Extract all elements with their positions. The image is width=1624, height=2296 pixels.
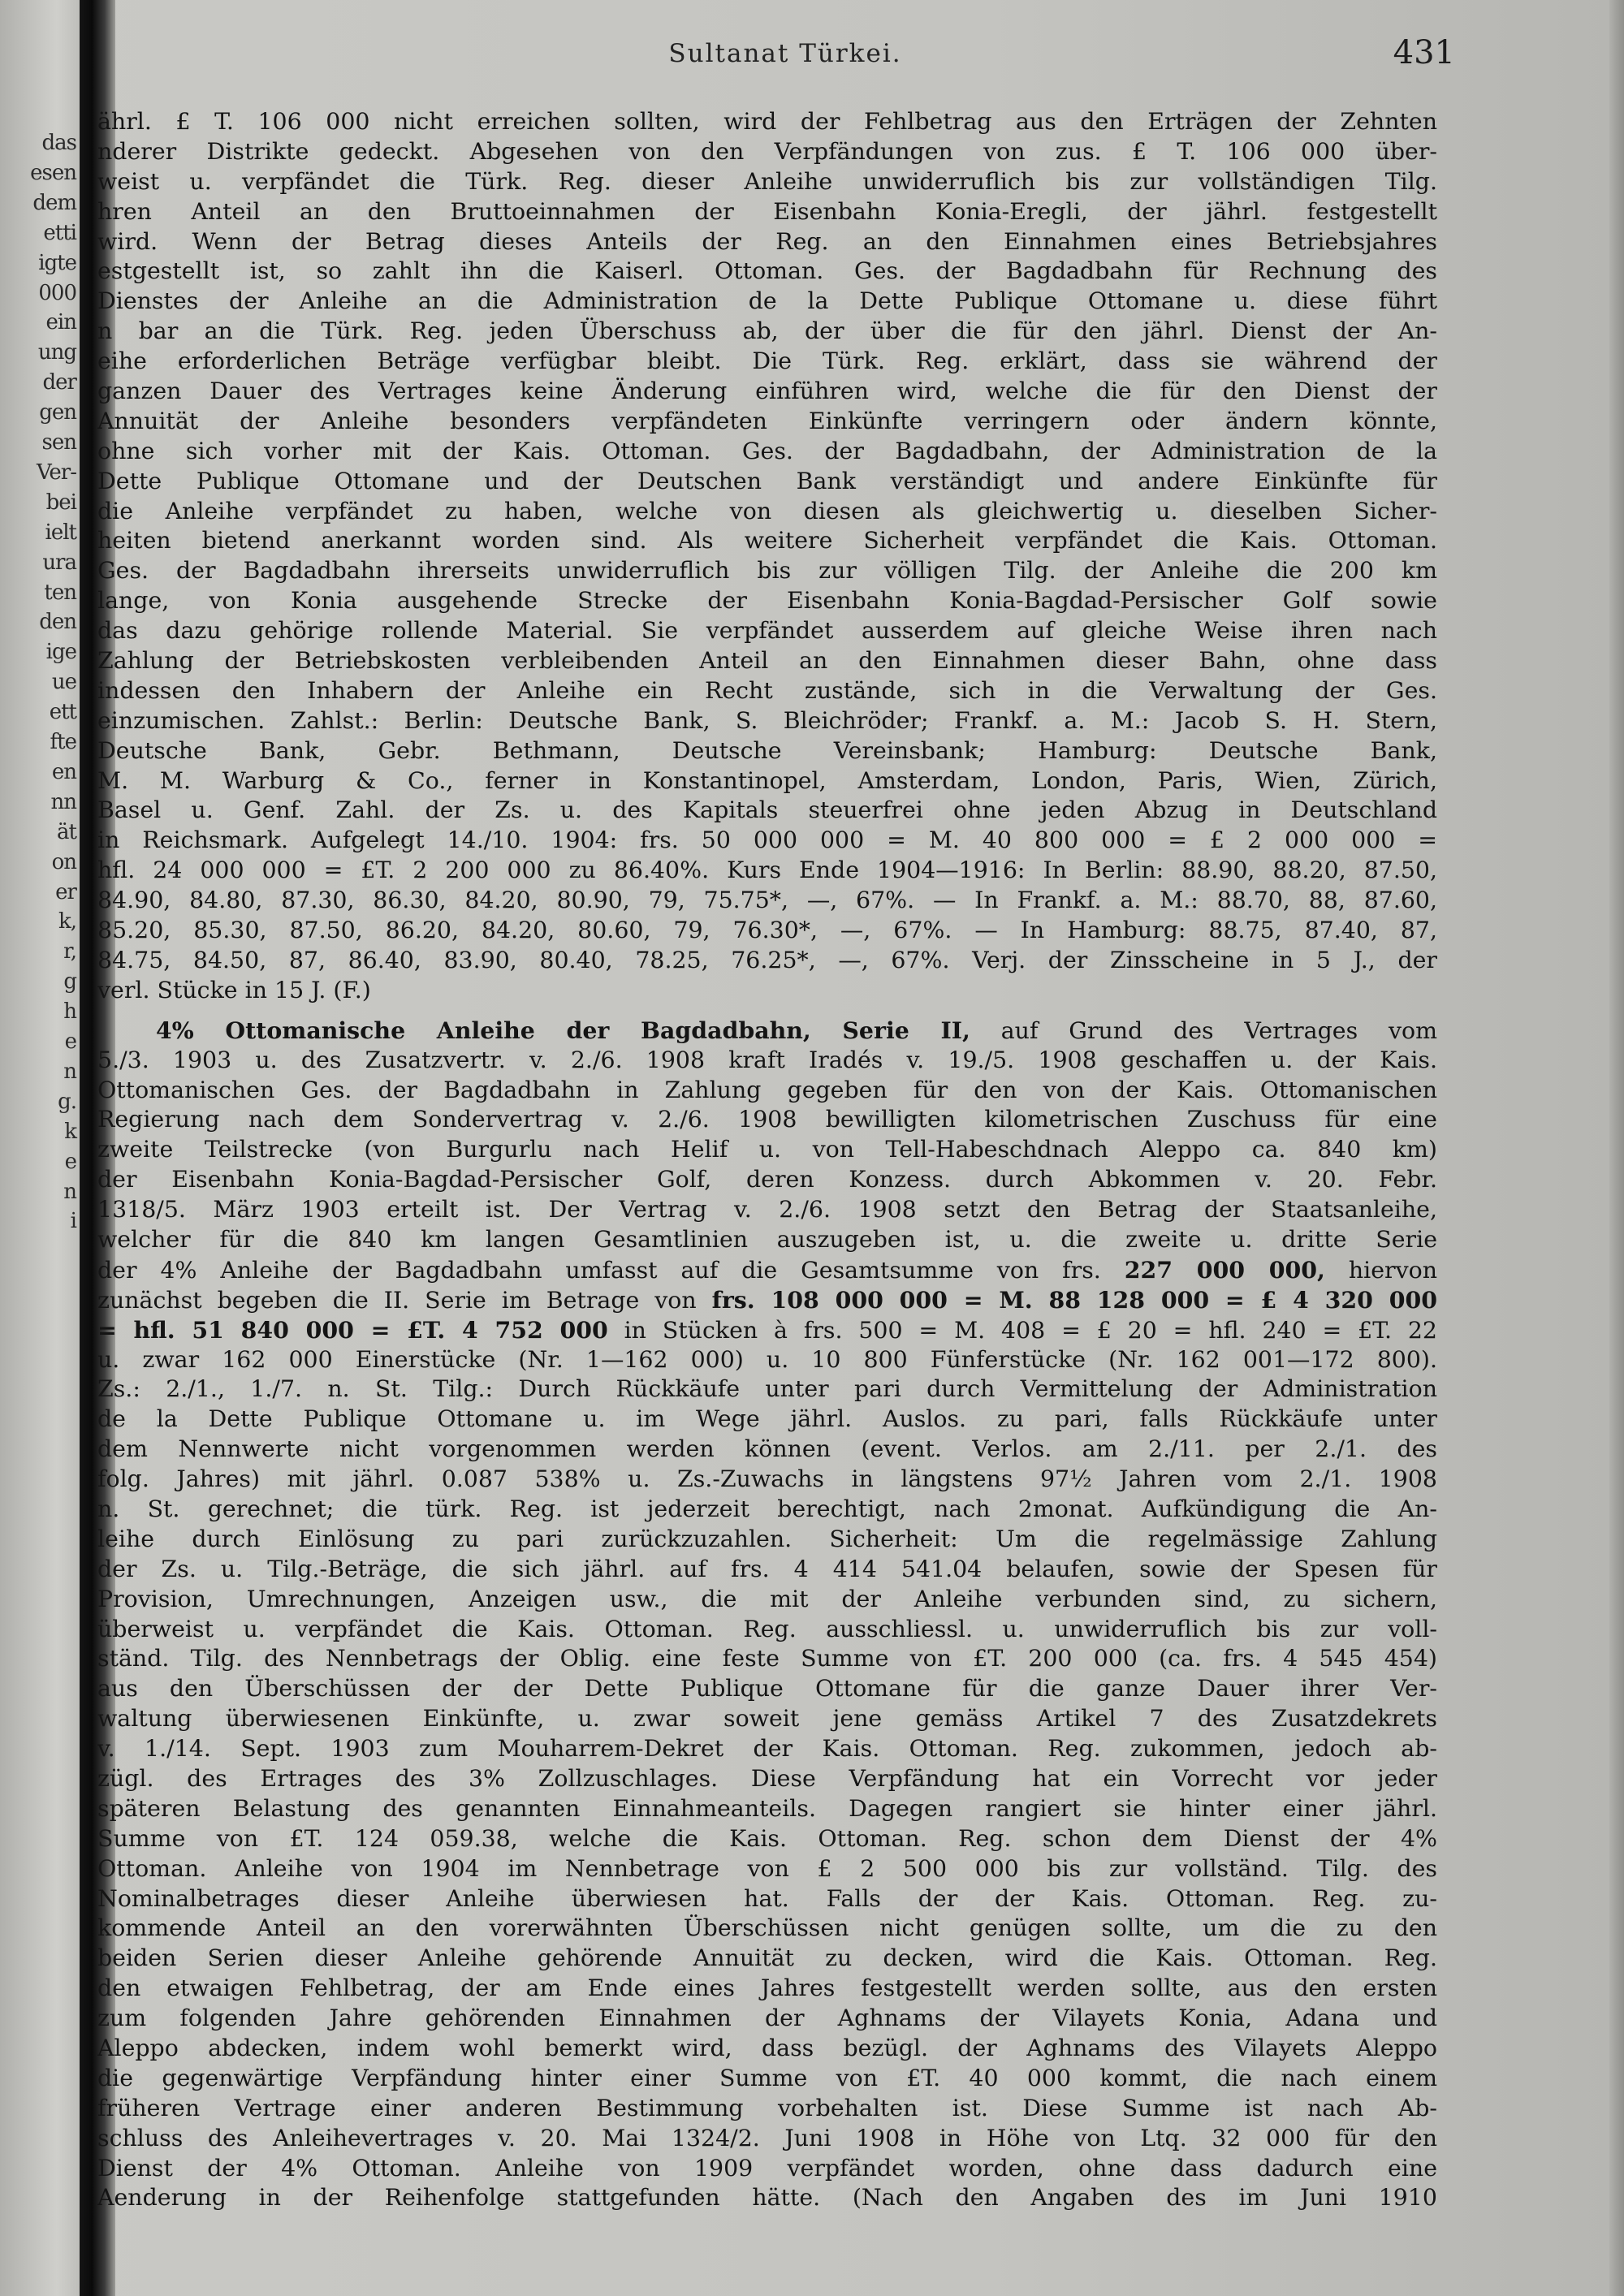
left-facing-page-fragment bbox=[0, 0, 81, 2296]
text-line: dem Nennwerte nicht vorgenommen werden können (event. Verlos. am 2./11. per 2./1. des bbox=[97, 1435, 1437, 1463]
left-page-text-fragment: r, bbox=[63, 939, 76, 965]
text-line: ständ. Tilg. des Nennbetrags der Oblig. eine feste Summe von £T. 200 000 (ca. frs. 4 545 454) bbox=[97, 1645, 1437, 1672]
text-line: Annuität der Anleihe besonders verpfändeten Einkünfte verringern oder ändern könnte, bbox=[97, 407, 1437, 434]
text-line: n. St. gerechnet; die türk. Reg. ist jederzeit berechtigt, nach 2monat. Aufkündigung die An- bbox=[97, 1495, 1437, 1522]
text-line: v. 1./14. Sept. 1903 zum Mouharrem-Dekret der Kais. Ottoman. Reg. zukommen, jedoch ab- bbox=[97, 1735, 1437, 1763]
text-line: hfl. 24 000 000 = £T. 2 200 000 zu 86.40%. Kurs Ende 1904—1916: In Berlin: 88.90, 88.20, 87.50, bbox=[97, 857, 1437, 884]
page-header bbox=[115, 34, 1455, 80]
text-line: Ges. der Bagdadbahn ihrerseits unwiderruflich bis zur völligen Tilg. der Anleihe die 200 km bbox=[97, 557, 1437, 585]
left-page-text-fragment: das bbox=[41, 131, 76, 155]
text-line: aus den Überschüssen der der Dette Publique Ottomane für die ganze Dauer ihrer Ver- bbox=[97, 1675, 1437, 1703]
text-line: zügl. des Ertrages des 3% Zollzuschlages. Diese Verpfändung hat ein Vorrecht vor jeder bbox=[97, 1764, 1437, 1792]
left-page-text-fragment: ielt bbox=[45, 520, 76, 545]
left-page-text-fragment: ige bbox=[45, 640, 76, 665]
left-page-text-fragment: er bbox=[55, 879, 76, 904]
text-line: ährl. £ T. 106 000 nicht erreichen sollten, wird der Fehlbetrag aus den Erträgen der Zehnten bbox=[97, 108, 1437, 135]
text-line: waltung überwiesenen Einkünfte, u. zwar soweit jene gemäss Artikel 7 des Zusatzdekrets bbox=[97, 1705, 1437, 1733]
text-line: hren Anteil an den Bruttoeinnahmen der Eisenbahn Konia-Eregli, der jährl. festgestellt bbox=[97, 197, 1437, 225]
left-page-text-fragment: g. bbox=[58, 1089, 76, 1114]
text-line: Aleppo abdecken, indem wohl bemerkt wird, dass bezügl. der Aghnams des Vilayets Aleppo bbox=[97, 2035, 1437, 2061]
text-segment: zunächst begeben die II. Serie im Betrage von bbox=[97, 1286, 697, 1314]
left-page-text-fragment: gen bbox=[39, 400, 76, 425]
right-page bbox=[97, 0, 1624, 2296]
text-line: ohne sich vorher mit der Kais. Ottoman. Ges. der Bagdadbahn, der Administration de la bbox=[97, 437, 1437, 464]
left-page-text-fragment: ein bbox=[45, 310, 76, 335]
text-line: indessen den Inhabern der Anleihe ein Recht zustände, sich in die Verwaltung der Ges. bbox=[97, 676, 1437, 704]
text-line: zweite Teilstrecke (von Burgurlu nach Helif u. von Tell-Habeschdnach Aleppo ca. 840 km) bbox=[97, 1136, 1437, 1163]
text-line: ganzen Dauer des Vertrages keine Änderung einführen wird, welche die für den Dienst der bbox=[97, 378, 1437, 405]
text-segment: hiervon bbox=[1348, 1256, 1437, 1284]
left-page-text-fragment: n bbox=[63, 1179, 76, 1204]
left-page-text-fragment: der bbox=[42, 370, 76, 395]
left-page-text-fragment: igte bbox=[38, 250, 76, 275]
text-line: überweist u. verpfändet die Kais. Ottoman. Reg. ausschliessl. u. unwiderruflich bis zur voll- bbox=[97, 1615, 1437, 1642]
left-page-text-fragment: esen bbox=[30, 160, 76, 185]
left-page-text-fragment: ung bbox=[37, 340, 76, 365]
left-page-text-fragment: n bbox=[63, 1059, 76, 1084]
text-line: den etwaigen Fehlbetrag, der am Ende eines Jahres festgestellt werden sollte, aus den ersten bbox=[97, 1974, 1437, 2002]
text-line: in Reichsmark. Aufgelegt 14./10. 1904: frs. 50 000 000 = M. 40 800 000 = £ 2 000 000 = bbox=[97, 826, 1437, 854]
left-page-text-fragment: fte bbox=[50, 730, 76, 754]
text-line: die gegenwärtige Verpfändung hinter einer Summe von £T. 40 000 kommt, die nach einem bbox=[97, 2064, 1437, 2091]
text-line: das dazu gehörige rollende Material. Sie verpfändet ausserdem auf gleiche Weise ihren nach bbox=[97, 617, 1437, 645]
text-line: lange, von Konia ausgehende Strecke der Eisenbahn Konia-Bagdad-Persischer Golf sowie bbox=[97, 587, 1437, 615]
left-page-text-fragment: ue bbox=[51, 670, 76, 695]
text-line: Dienstes der Anleihe an die Administration de la Dette Publique Ottomane u. diese führt bbox=[97, 287, 1437, 315]
line-group bbox=[97, 1046, 1437, 1255]
text-line bbox=[97, 1016, 1437, 1046]
paragraph-bond-1904 bbox=[97, 107, 1437, 1006]
left-page-text-fragment: en bbox=[51, 759, 76, 784]
text-line: nderer Distrikte gedeckt. Abgesehen von den Verpfändungen von zus. £ T. 106 000 über- bbox=[97, 137, 1437, 165]
text-line: früheren Vertrage einer anderen Bestimmung vorbehalten ist. Diese Summe ist nach Ab- bbox=[97, 2094, 1437, 2121]
text-line: u. zwar 162 000 Einerstücke (Nr. 1—162 000) u. 10 800 Fünferstücke (Nr. 162 001—172 800). bbox=[97, 1345, 1437, 1373]
text-line: heiten bietend anerkannt worden sind. Als weitere Sicherheit verpfändet die Kais. Ottoman. bbox=[97, 527, 1437, 555]
left-page-text-fragment: ett bbox=[49, 700, 76, 725]
text-line: de la Dette Publique Ottomane u. im Wege jährl. Auslos. zu pari, falls Rückkäufe unter bbox=[97, 1405, 1437, 1433]
text-line: verl. Stücke in 15 J. (F.) bbox=[97, 976, 371, 1003]
text-line: Zahlung der Betriebskosten verbleibenden Anteil an den Einnahmen dieser Bahn, ohne dass bbox=[97, 647, 1437, 675]
entry-heading: 4% Ottomanische Anleihe der Bagdadbahn, Serie II, bbox=[156, 1016, 970, 1044]
left-page-text-fragment: h bbox=[63, 999, 76, 1025]
text-line: weist u. verpfändet die Türk. Reg. dieser Anleihe unwiderruflich bis zur vollständigen Tilg. bbox=[97, 167, 1437, 195]
left-page-text-fragment: den bbox=[39, 610, 76, 635]
text-segment: der 4% Anleihe der Bagdadbahn umfasst auf die Gesamtsumme von frs. bbox=[97, 1256, 1101, 1284]
text-line: leihe durch Einlösung zu pari zurückzuzahlen. Sicherheit: Um die regelmässige Zahlung bbox=[97, 1525, 1437, 1552]
text-line: Ottomanischen Ges. der Bagdadbahn in Zahlung gegeben für den von der Kais. Ottomanischen bbox=[97, 1076, 1437, 1103]
paragraph-gap bbox=[97, 1006, 1437, 1016]
line-group bbox=[97, 1345, 1437, 2214]
text-line: 85.20, 85.30, 87.50, 86.20, 84.20, 80.60, 79, 76.30*, —, 67%. — In Hamburg: 88.75, 87.40, 87, bbox=[97, 917, 1437, 944]
left-page-text-fragment: k, bbox=[58, 909, 76, 934]
left-page-text-fragment: e bbox=[64, 1029, 76, 1054]
text-line: Deutsche Bank, Gebr. Bethmann, Deutsche Vereinsbank; Hamburg: Deutsche Bank, bbox=[97, 736, 1437, 764]
bold-amount: 227 000 000, bbox=[1124, 1255, 1325, 1284]
text-line: Regierung nach dem Sondervertrag v. 2./6. 1908 bewilligten kilometrischen Zuschuss für eine bbox=[97, 1106, 1437, 1133]
text-line: 1318/5. März 1903 erteilt ist. Der Vertrag v. 2./6. 1908 setzt den Betrag der Staatsanleihe, bbox=[97, 1196, 1437, 1224]
text-line: welcher für die 840 km langen Gesamtlinien auszugeben ist, u. die zweite u. dritte Serie bbox=[97, 1225, 1437, 1253]
text-line: die Anleihe verpfändet zu haben, welche von diesen als gleichwertig u. dieselben Sicher- bbox=[97, 497, 1437, 524]
left-page-text-fragment: e bbox=[64, 1149, 76, 1174]
text-line: Basel u. Genf. Zahl. der Zs. u. des Kapitals steuerfrei ohne jeden Abzug in Deutschland bbox=[97, 796, 1437, 824]
page-edge-shadow bbox=[1609, 0, 1624, 2296]
text-line: 84.90, 84.80, 87.30, 86.30, 84.20, 80.90, 79, 75.75*, —, 67%. — In Frankf. a. M.: 88.70, 88, 87.60, bbox=[97, 887, 1437, 914]
text-line: Zs.: 2./1., 1./7. n. St. Tilg.: Durch Rückkäufe unter pari durch Vermittelung der Administration bbox=[97, 1375, 1437, 1403]
text-line bbox=[97, 1285, 1437, 1315]
left-page-text-fragment: k bbox=[64, 1119, 76, 1144]
body-text bbox=[97, 107, 1437, 2213]
left-page-text-fragment: ät bbox=[57, 819, 76, 844]
left-page-text-fragment: sen bbox=[41, 430, 76, 455]
text-line: einzumischen. Zahlst.: Berlin: Deutsche Bank, S. Bleichröder; Frankf. a. M.: Jacob S. H. Stern, bbox=[97, 706, 1437, 734]
page-number: 431 bbox=[1393, 34, 1455, 71]
text-line: Aenderung in der Reihenfolge stattgefunden hätte. (Nach den Angaben des im Juni 1910 bbox=[97, 2184, 1437, 2212]
text-line: beiden Serien dieser Anleihe gehörende Annuität zu decken, wird die Kais. Ottoman. Reg. bbox=[97, 1944, 1437, 1972]
text-line: 84.75, 84.50, 87, 86.40, 83.90, 80.40, 78.25, 76.25*, —, 67%. Verj. der Zinsscheine in 5 J., der bbox=[97, 946, 1437, 973]
left-page-text-fragment: ten bbox=[44, 580, 76, 605]
text-line: folg. Jahres) mit jährl. 0.087 538% u. Zs.-Zuwachs in längstens 97½ Jahren vom 2./1. 1908 bbox=[97, 1465, 1437, 1493]
text-line: estgestellt ist, so zahlt ihn die Kaiserl. Ottoman. Ges. der Bagdadbahn für Rechnung des bbox=[97, 257, 1437, 285]
left-page-text-fragment: i bbox=[70, 1209, 76, 1234]
text-line: Dette Publique Ottomane und der Deutschen Bank verständigt und andere Einkünfte für bbox=[97, 467, 1437, 494]
text-line: Ottoman. Anleihe von 1904 im Nennbetrage von £ 2 500 000 bis zur vollständ. Tilg. des bbox=[97, 1854, 1437, 1882]
text-line: eihe erforderlichen Beträge verfügbar bleibt. Die Türk. Reg. erklärt, dass sie während der bbox=[97, 347, 1437, 375]
text-segment: in Stücken à frs. 500 = M. 408 = £ 20 = hfl. 240 = £T. 22 bbox=[624, 1316, 1437, 1344]
text-line: der Eisenbahn Konia-Bagdad-Persischer Golf, deren Konzess. durch Abkommen v. 20. Febr. bbox=[97, 1166, 1437, 1193]
bold-amount: = hfl. 51 840 000 = £T. 4 752 000 bbox=[97, 1315, 608, 1344]
text-line: Dienst der 4% Ottoman. Anleihe von 1909 verpfändet worden, ohne dass dadurch eine bbox=[97, 2154, 1437, 2182]
text-line: der Zs. u. Tilg.-Beträge, die sich jährl. auf frs. 4 414 541.04 belaufen, sowie der Spesen für bbox=[97, 1555, 1437, 1582]
text-line: M. M. Warburg & Co., ferner in Konstantinopel, Amsterdam, London, Paris, Wien, Zürich, bbox=[97, 766, 1437, 794]
text-line: zum folgenden Jahre gehörenden Einnahmen der Aghnams der Vilayets Konia, Adana und bbox=[97, 2005, 1437, 2032]
left-page-text-fragment: ura bbox=[42, 550, 76, 575]
left-page-text-fragment: Ver- bbox=[37, 460, 76, 485]
running-head: Sultanat Türkei. bbox=[668, 39, 902, 68]
left-page-text-fragment: nn bbox=[50, 789, 76, 814]
text-line bbox=[97, 1255, 1437, 1285]
text-line: späteren Belastung des genannten Einnahmeanteils. Dagegen rangiert sie hinter einer jährl. bbox=[97, 1794, 1437, 1822]
text-line: Summe von £T. 124 059.38, welche die Kais. Ottoman. Reg. schon dem Dienst der 4% bbox=[97, 1824, 1437, 1852]
bold-amount: frs. 108 000 000 = M. 88 128 000 = £ 4 320 000 bbox=[711, 1285, 1437, 1314]
text-line: Provision, Umrechnungen, Anzeigen usw., die mit der Anleihe verbunden sind, zu sichern, bbox=[97, 1585, 1437, 1612]
text-line: 5./3. 1903 u. des Zusatzvertr. v. 2./6. 1908 kraft Iradés v. 19./5. 1908 geschaffen u. der Kais. bbox=[97, 1046, 1437, 1073]
left-page-text-fragment: bei bbox=[45, 490, 76, 515]
left-page-text-fragment: dem bbox=[32, 190, 76, 215]
paragraph-bond-serie-2 bbox=[97, 1016, 1437, 2214]
text-segment: auf Grund des Vertrages vom bbox=[1000, 1016, 1437, 1044]
text-line bbox=[97, 1315, 1437, 1345]
left-page-text-fragment: 000 bbox=[38, 280, 76, 305]
text-line: Nominalbetrages dieser Anleihe überwiesen hat. Falls der der Kais. Ottoman. Reg. zu- bbox=[97, 1884, 1437, 1912]
text-line: kommende Anteil an den vorerwähnten Überschüssen nicht genügen sollte, um die zu den bbox=[97, 1914, 1437, 1942]
text-line: n bar an die Türk. Reg. jeden Überschuss ab, der über die für den jährl. Dienst der An- bbox=[97, 317, 1437, 345]
text-line: wird. Wenn der Betrag dieses Anteils der Reg. an den Einnahmen eines Betriebsjahres bbox=[97, 227, 1437, 255]
left-page-text-fragment: etti bbox=[43, 220, 76, 245]
left-page-text-fragment: g bbox=[63, 969, 76, 995]
text-line: schluss des Anleihevertrages v. 20. Mai 1324/2. Juni 1908 in Höhe von Ltq. 32 000 für den bbox=[97, 2124, 1437, 2151]
left-page-text-fragment: on bbox=[51, 849, 76, 874]
